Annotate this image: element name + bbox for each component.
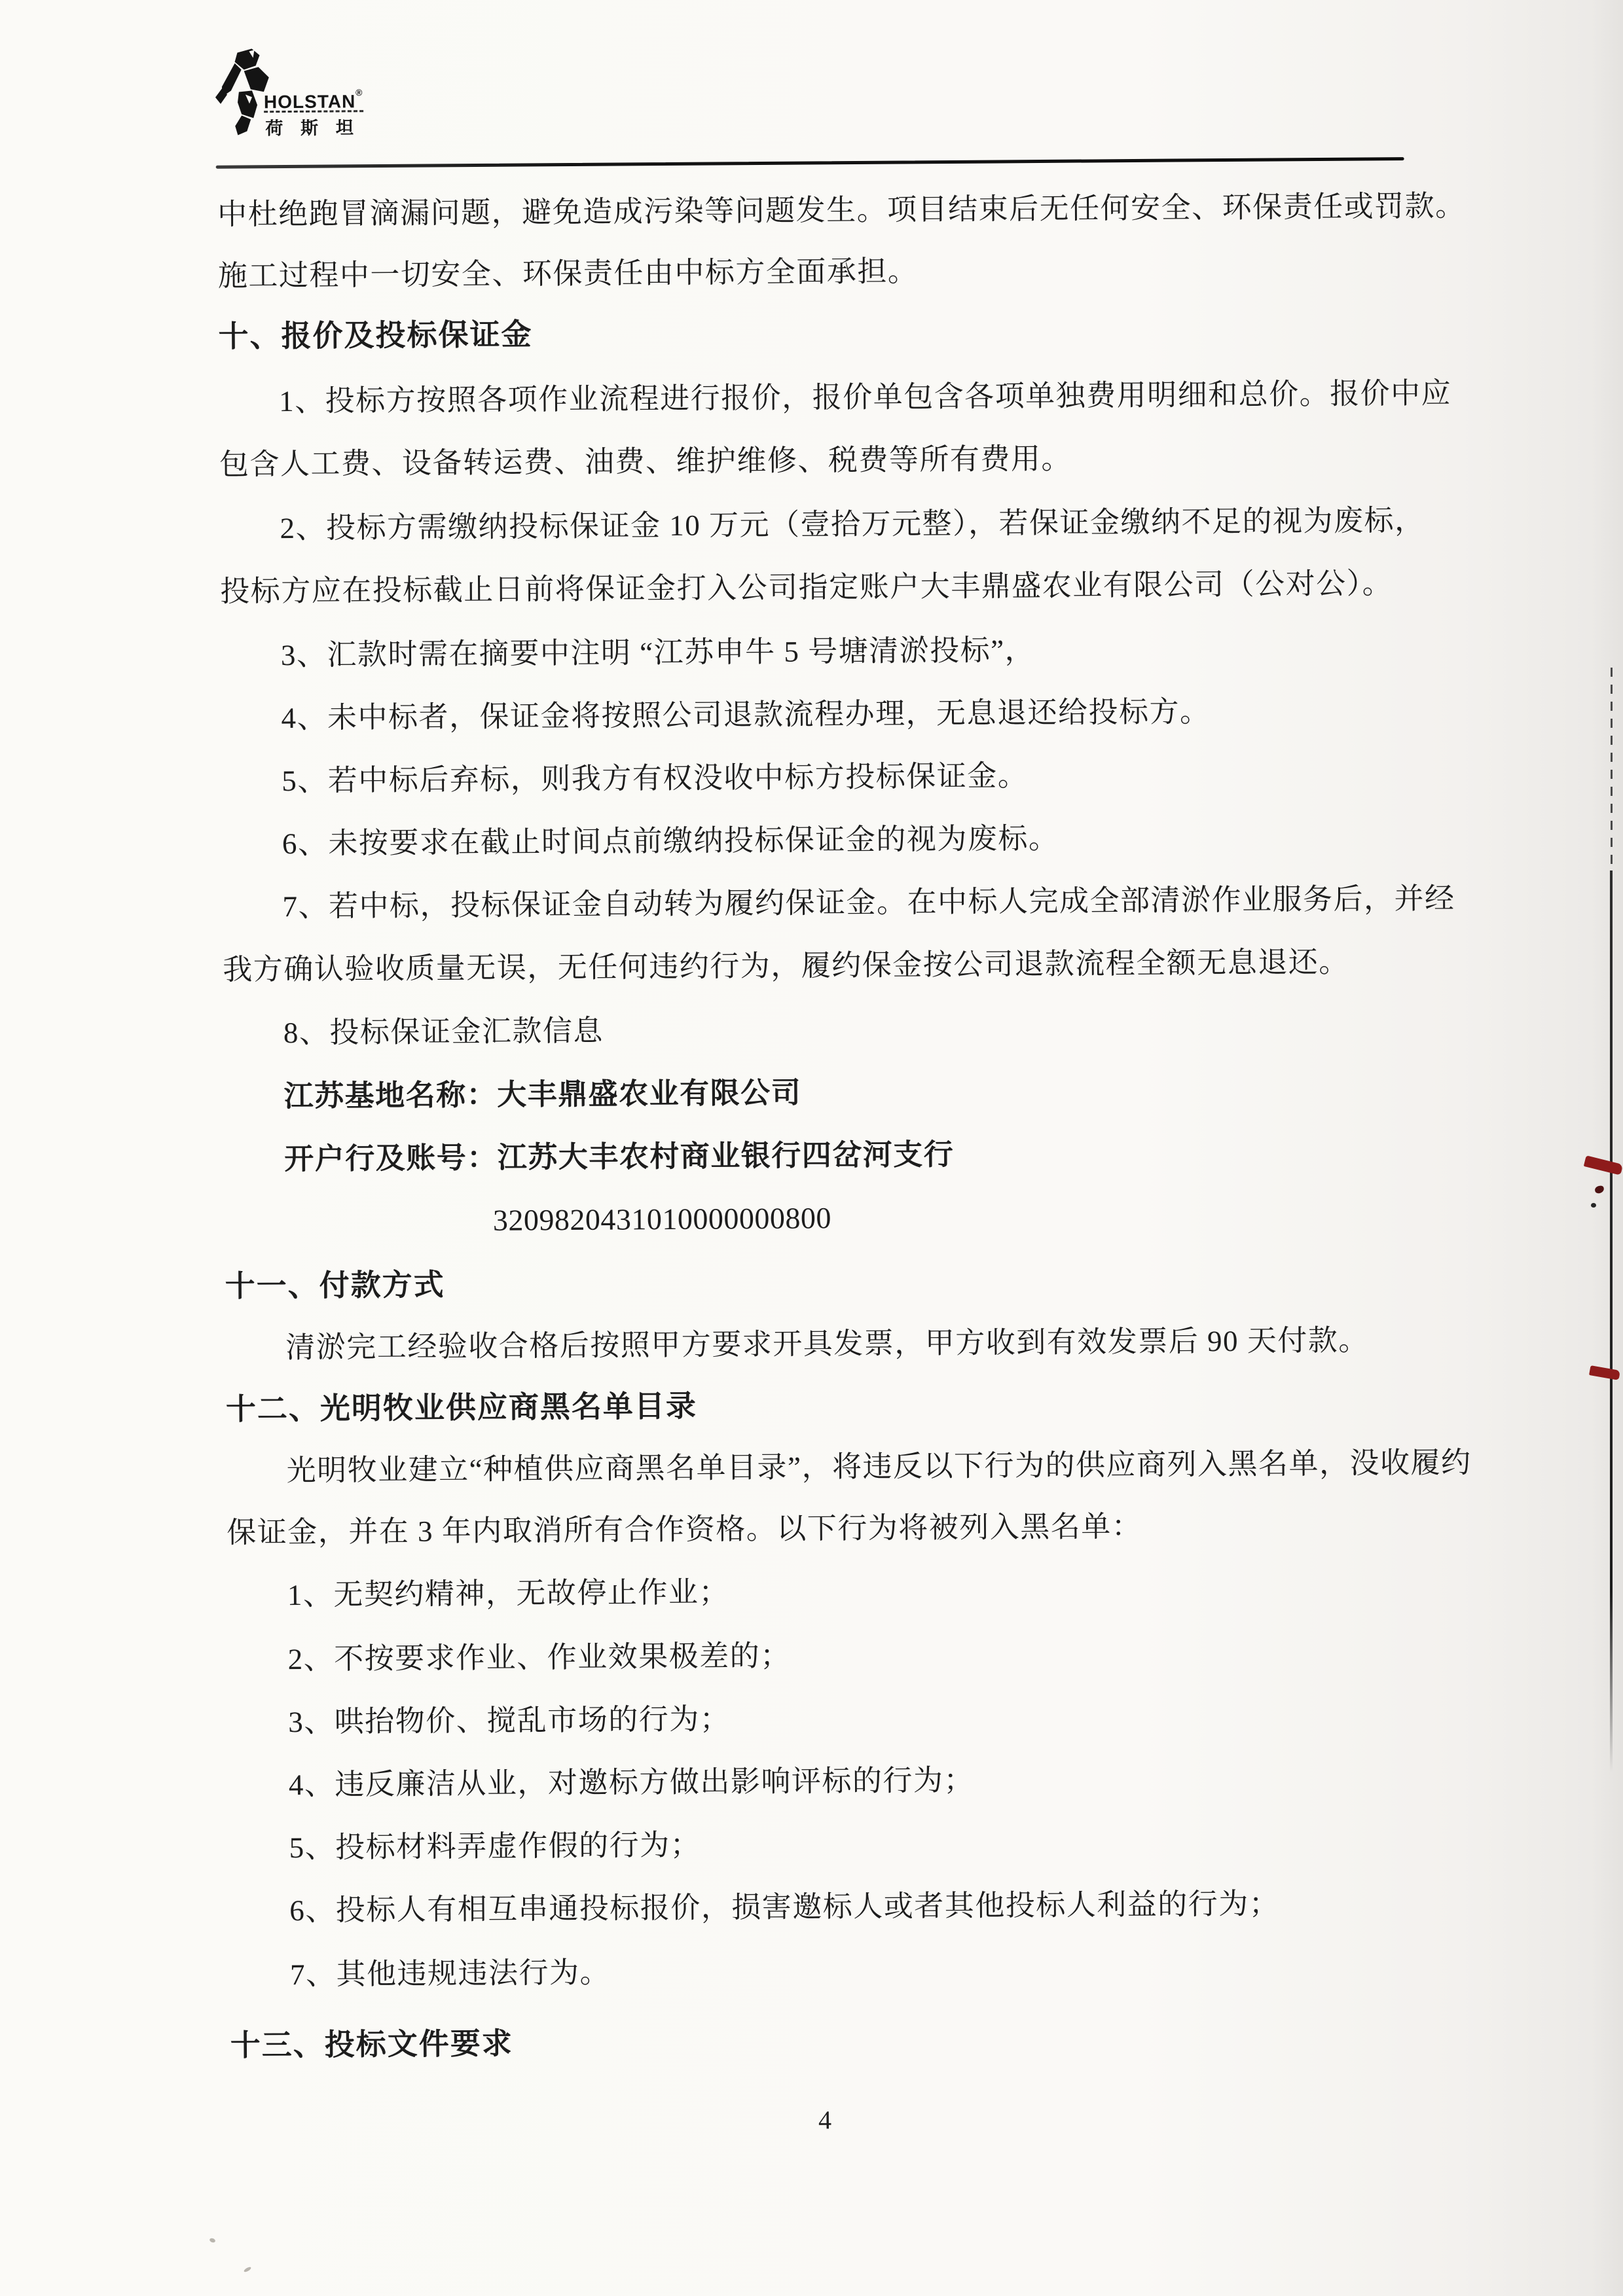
list-item: 3、汇款时需在摘要中注明 “江苏申牛 5 号塘清淤投标”， <box>280 634 1036 672</box>
page-number: 4 <box>818 2105 832 2135</box>
brand-chinese: 荷 斯 坦 <box>265 118 360 139</box>
body-line: 我方确认验收质量无误，无任何违约行为，履约保金按公司退款流程全额无息退还。 <box>223 945 1349 986</box>
list-item: 7、若中标，投标保证金自动转为履约保证金。在中标人完成全部清淤作业服务后，并经 <box>282 882 1455 924</box>
list-item: 8、投标保证金汇款信息 <box>283 1014 604 1050</box>
blacklist-item: 6、投标人有相互串通投标报价，损害邀标人或者其他投标人利益的行为； <box>289 1887 1280 1928</box>
ink-speck <box>1591 1203 1596 1208</box>
body-line: 投标方应在投标截止日前将保证金打入公司指定账户大丰鼎盛农业有限公司（公对公）。 <box>220 567 1393 608</box>
body-line: 包含人工费、设备转运费、油费、维护维修、税费等所有费用。 <box>219 442 1072 481</box>
list-item: 6、未按要求在截止时间点前缴纳投标保证金的视为废标。 <box>282 821 1059 861</box>
body-line: 保证金，并在 3 年内取消所有合作资格。以下行为将被列入黑名单： <box>227 1509 1142 1549</box>
body-line: 中杜绝跑冒滴漏问题，避免造成污染等问题发生。项目结束后无任何安全、环保责任或罚款。 <box>217 189 1466 231</box>
bank-branch-line: 开户行及账号：江苏大丰农村商业银行四岔河支行 <box>284 1138 955 1176</box>
beneficiary-name-line: 江苏基地名称：大丰鼎盛农业有限公司 <box>283 1076 802 1113</box>
list-item: 5、若中标后弃标，则我方有权没收中标方投标保证金。 <box>282 759 1029 798</box>
blacklist-item: 2、不按要求作业、作业效果极差的； <box>287 1639 791 1676</box>
bank-account-number: 3209820431010000000800 <box>492 1201 832 1237</box>
section-heading-11: 十一、付款方式 <box>225 1268 445 1303</box>
section-heading-12: 十二、光明牧业供应商黑名单目录 <box>225 1389 698 1426</box>
blacklist-item: 3、哄抬物价、搅乱市场的行为； <box>288 1702 731 1739</box>
section-heading-13: 十三、投标文件要求 <box>230 2026 513 2062</box>
blacklist-item: 7、其他违规违法行为。 <box>289 1956 611 1992</box>
header-divider <box>216 157 1404 169</box>
list-item: 1、投标方按照各项作业流程进行报价，报价单包含各项单独费用明细和总价。报价中应 <box>279 376 1452 418</box>
registered-mark: ® <box>356 87 363 98</box>
brand-underline <box>264 110 363 113</box>
scan-edge-line-dashed <box>1611 668 1613 870</box>
brand-text: HOLSTAN <box>263 91 356 113</box>
blacklist-item: 4、违反廉洁从业，对邀标方做出影响评标的行为； <box>288 1763 975 1802</box>
holstan-logo <box>215 48 412 154</box>
section-heading-10: 十、报价及投标保证金 <box>218 317 533 353</box>
list-item: 2、投标方需缴纳投标保证金 10 万元（壹拾万元整），若保证金缴纳不足的视为废标， <box>280 503 1425 545</box>
brand-name <box>264 87 363 113</box>
body-line: 光明牧业建立“种植供应商黑名单目录”，将违反以下行为的供应商列入黑名单，没收履约 <box>286 1446 1472 1488</box>
list-item: 4、未中标者，保证金将按照公司退款流程办理，无息退还给投标方。 <box>281 695 1211 735</box>
body-line: 清淤完工经验收合格后按照甲方要求开具发票，甲方收到有效发票后 90 天付款。 <box>285 1323 1369 1365</box>
body-line: 施工过程中一切安全、环保责任由中标方全面承担。 <box>217 255 919 293</box>
blacklist-item: 5、投标材料弄虚作假的行为； <box>289 1828 701 1865</box>
blacklist-item: 1、无契约精神，无故停止作业； <box>287 1575 730 1612</box>
scan-edge-line-solid <box>1610 870 1613 1772</box>
